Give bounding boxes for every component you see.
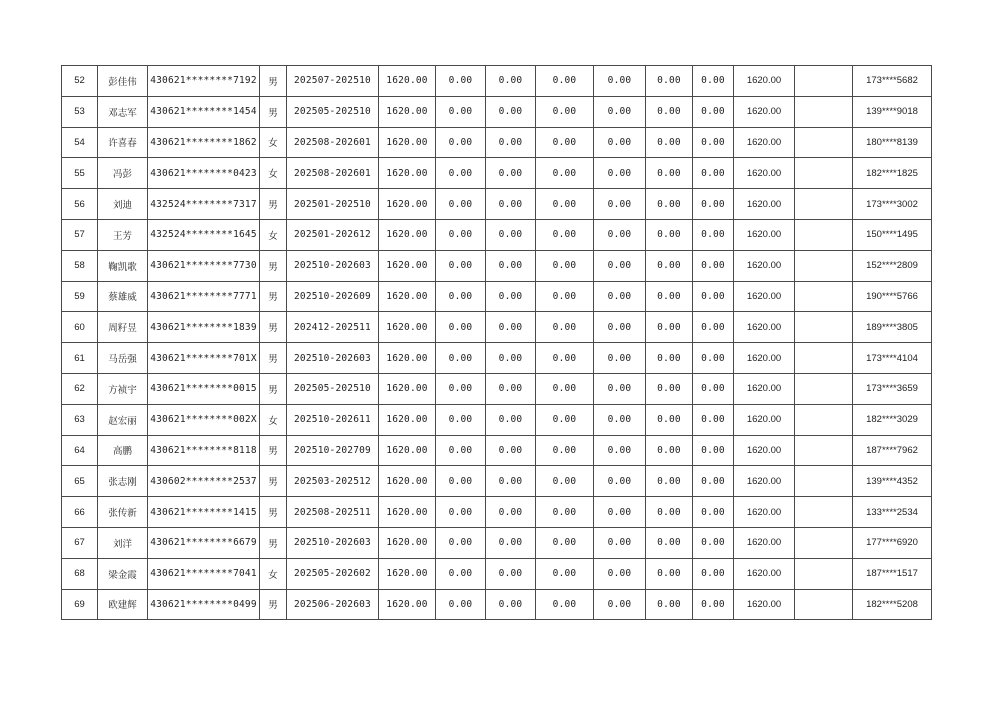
amount-col-1: 0.00 [436, 281, 486, 312]
amount-col-4: 0.00 [594, 189, 646, 220]
subsidy-amount: 1620.00 [379, 435, 436, 466]
subsidy-period: 202510-202603 [287, 343, 379, 374]
subsidy-period: 202412-202511 [287, 312, 379, 343]
id-number: 430621********002X [148, 404, 260, 435]
row-index: 52 [62, 66, 98, 97]
gender: 男 [260, 96, 287, 127]
row-index: 56 [62, 189, 98, 220]
phone-number: 150****1495 [853, 219, 932, 250]
subsidy-amount: 1620.00 [379, 373, 436, 404]
amount-col-6: 0.00 [693, 373, 734, 404]
amount-col-2: 0.00 [486, 250, 536, 281]
phone-number: 139****4352 [853, 466, 932, 497]
total-amount: 1620.00 [734, 250, 795, 281]
amount-col-2: 0.00 [486, 96, 536, 127]
amount-col-5: 0.00 [646, 219, 693, 250]
amount-col-5: 0.00 [646, 497, 693, 528]
amount-col-1: 0.00 [436, 404, 486, 435]
amount-col-1: 0.00 [436, 466, 486, 497]
gender: 男 [260, 373, 287, 404]
amount-col-1: 0.00 [436, 527, 486, 558]
total-amount: 1620.00 [734, 96, 795, 127]
amount-col-6: 0.00 [693, 527, 734, 558]
amount-col-1: 0.00 [436, 435, 486, 466]
phone-number: 152****2809 [853, 250, 932, 281]
subsidy-amount: 1620.00 [379, 127, 436, 158]
amount-col-5: 0.00 [646, 558, 693, 589]
amount-col-4: 0.00 [594, 343, 646, 374]
id-number: 430621********701X [148, 343, 260, 374]
amount-col-1: 0.00 [436, 127, 486, 158]
amount-col-3: 0.00 [536, 497, 594, 528]
id-number: 432524********7317 [148, 189, 260, 220]
person-name: 邓志军 [98, 96, 148, 127]
id-number: 430621********1415 [148, 497, 260, 528]
id-number: 430602********2537 [148, 466, 260, 497]
amount-col-4: 0.00 [594, 312, 646, 343]
table-row [62, 127, 932, 158]
amount-col-3: 0.00 [536, 219, 594, 250]
amount-col-6: 0.00 [693, 250, 734, 281]
total-amount: 1620.00 [734, 527, 795, 558]
subsidy-amount: 1620.00 [379, 558, 436, 589]
subsidy-amount: 1620.00 [379, 281, 436, 312]
subsidy-roster-table [61, 65, 932, 620]
id-number: 430621********1862 [148, 127, 260, 158]
person-name: 梁金霞 [98, 558, 148, 589]
note-cell [795, 66, 853, 97]
amount-col-4: 0.00 [594, 127, 646, 158]
amount-col-2: 0.00 [486, 466, 536, 497]
phone-number: 190****5766 [853, 281, 932, 312]
amount-col-2: 0.00 [486, 497, 536, 528]
amount-col-4: 0.00 [594, 466, 646, 497]
phone-number: 187****7962 [853, 435, 932, 466]
amount-col-6: 0.00 [693, 466, 734, 497]
id-number: 432524********1645 [148, 219, 260, 250]
amount-col-6: 0.00 [693, 343, 734, 374]
amount-col-1: 0.00 [436, 158, 486, 189]
gender: 男 [260, 527, 287, 558]
amount-col-4: 0.00 [594, 158, 646, 189]
table-row [62, 281, 932, 312]
amount-col-3: 0.00 [536, 527, 594, 558]
table-row [62, 96, 932, 127]
subsidy-amount: 1620.00 [379, 497, 436, 528]
subsidy-period: 202510-202709 [287, 435, 379, 466]
person-name: 冯彭 [98, 158, 148, 189]
gender: 男 [260, 497, 287, 528]
amount-col-4: 0.00 [594, 404, 646, 435]
amount-col-3: 0.00 [536, 158, 594, 189]
table-row [62, 189, 932, 220]
amount-col-4: 0.00 [594, 281, 646, 312]
amount-col-3: 0.00 [536, 435, 594, 466]
table-row [62, 66, 932, 97]
amount-col-1: 0.00 [436, 96, 486, 127]
subsidy-amount: 1620.00 [379, 312, 436, 343]
phone-number: 187****1517 [853, 558, 932, 589]
amount-col-2: 0.00 [486, 343, 536, 374]
subsidy-amount: 1620.00 [379, 527, 436, 558]
subsidy-period: 202507-202510 [287, 66, 379, 97]
gender: 男 [260, 281, 287, 312]
gender: 女 [260, 219, 287, 250]
subsidy-period: 202505-202510 [287, 373, 379, 404]
amount-col-1: 0.00 [436, 589, 486, 620]
amount-col-3: 0.00 [536, 466, 594, 497]
amount-col-2: 0.00 [486, 312, 536, 343]
total-amount: 1620.00 [734, 435, 795, 466]
table-row [62, 404, 932, 435]
total-amount: 1620.00 [734, 589, 795, 620]
id-number: 430621********1839 [148, 312, 260, 343]
amount-col-2: 0.00 [486, 589, 536, 620]
amount-col-2: 0.00 [486, 66, 536, 97]
phone-number: 173****4104 [853, 343, 932, 374]
phone-number: 173****3002 [853, 189, 932, 220]
gender: 男 [260, 66, 287, 97]
amount-col-5: 0.00 [646, 312, 693, 343]
id-number: 430621********7730 [148, 250, 260, 281]
note-cell [795, 127, 853, 158]
amount-col-6: 0.00 [693, 189, 734, 220]
amount-col-3: 0.00 [536, 250, 594, 281]
note-cell [795, 250, 853, 281]
amount-col-6: 0.00 [693, 96, 734, 127]
amount-col-4: 0.00 [594, 66, 646, 97]
table-row [62, 250, 932, 281]
gender: 男 [260, 312, 287, 343]
gender: 男 [260, 343, 287, 374]
amount-col-5: 0.00 [646, 158, 693, 189]
note-cell [795, 589, 853, 620]
subsidy-amount: 1620.00 [379, 589, 436, 620]
row-index: 67 [62, 527, 98, 558]
subsidy-period: 202510-202603 [287, 527, 379, 558]
note-cell [795, 158, 853, 189]
person-name: 高鹏 [98, 435, 148, 466]
person-name: 蔡雄威 [98, 281, 148, 312]
amount-col-4: 0.00 [594, 373, 646, 404]
id-number: 430621********0499 [148, 589, 260, 620]
total-amount: 1620.00 [734, 373, 795, 404]
subsidy-period: 202508-202601 [287, 158, 379, 189]
subsidy-period: 202508-202511 [287, 497, 379, 528]
row-index: 61 [62, 343, 98, 374]
row-index: 55 [62, 158, 98, 189]
amount-col-6: 0.00 [693, 219, 734, 250]
gender: 女 [260, 404, 287, 435]
amount-col-4: 0.00 [594, 497, 646, 528]
amount-col-3: 0.00 [536, 96, 594, 127]
phone-number: 182****3029 [853, 404, 932, 435]
id-number: 430621********7192 [148, 66, 260, 97]
subsidy-period: 202510-202611 [287, 404, 379, 435]
total-amount: 1620.00 [734, 189, 795, 220]
amount-col-4: 0.00 [594, 250, 646, 281]
subsidy-amount: 1620.00 [379, 219, 436, 250]
note-cell [795, 466, 853, 497]
table-row [62, 527, 932, 558]
amount-col-1: 0.00 [436, 312, 486, 343]
amount-col-2: 0.00 [486, 281, 536, 312]
note-cell [795, 312, 853, 343]
amount-col-1: 0.00 [436, 373, 486, 404]
subsidy-amount: 1620.00 [379, 466, 436, 497]
person-name: 彭佳伟 [98, 66, 148, 97]
person-name: 赵宏丽 [98, 404, 148, 435]
total-amount: 1620.00 [734, 404, 795, 435]
gender: 女 [260, 127, 287, 158]
amount-col-3: 0.00 [536, 558, 594, 589]
subsidy-period: 202508-202601 [287, 127, 379, 158]
gender: 男 [260, 189, 287, 220]
note-cell [795, 281, 853, 312]
amount-col-4: 0.00 [594, 435, 646, 466]
row-index: 58 [62, 250, 98, 281]
subsidy-period: 202503-202512 [287, 466, 379, 497]
person-name: 马岳强 [98, 343, 148, 374]
total-amount: 1620.00 [734, 343, 795, 374]
amount-col-1: 0.00 [436, 66, 486, 97]
subsidy-period: 202505-202510 [287, 96, 379, 127]
note-cell [795, 219, 853, 250]
phone-number: 180****8139 [853, 127, 932, 158]
phone-number: 133****2534 [853, 497, 932, 528]
subsidy-amount: 1620.00 [379, 250, 436, 281]
person-name: 方祯宇 [98, 373, 148, 404]
row-index: 60 [62, 312, 98, 343]
table-row [62, 312, 932, 343]
amount-col-1: 0.00 [436, 189, 486, 220]
note-cell [795, 404, 853, 435]
amount-col-5: 0.00 [646, 527, 693, 558]
phone-number: 182****1825 [853, 158, 932, 189]
amount-col-5: 0.00 [646, 127, 693, 158]
row-index: 68 [62, 558, 98, 589]
subsidy-amount: 1620.00 [379, 96, 436, 127]
amount-col-2: 0.00 [486, 219, 536, 250]
table-row [62, 373, 932, 404]
amount-col-3: 0.00 [536, 589, 594, 620]
subsidy-period: 202510-202603 [287, 250, 379, 281]
subsidy-period: 202501-202612 [287, 219, 379, 250]
total-amount: 1620.00 [734, 127, 795, 158]
table-row [62, 343, 932, 374]
row-index: 66 [62, 497, 98, 528]
amount-col-5: 0.00 [646, 373, 693, 404]
person-name: 许喜春 [98, 127, 148, 158]
row-index: 63 [62, 404, 98, 435]
note-cell [795, 558, 853, 589]
gender: 女 [260, 158, 287, 189]
row-index: 69 [62, 589, 98, 620]
amount-col-6: 0.00 [693, 281, 734, 312]
amount-col-5: 0.00 [646, 343, 693, 374]
amount-col-4: 0.00 [594, 558, 646, 589]
phone-number: 177****6920 [853, 527, 932, 558]
row-index: 64 [62, 435, 98, 466]
phone-number: 182****5208 [853, 589, 932, 620]
amount-col-6: 0.00 [693, 558, 734, 589]
subsidy-period: 202510-202609 [287, 281, 379, 312]
subsidy-amount: 1620.00 [379, 404, 436, 435]
amount-col-5: 0.00 [646, 281, 693, 312]
gender: 男 [260, 435, 287, 466]
gender: 男 [260, 250, 287, 281]
amount-col-5: 0.00 [646, 589, 693, 620]
note-cell [795, 373, 853, 404]
amount-col-4: 0.00 [594, 589, 646, 620]
gender: 男 [260, 589, 287, 620]
amount-col-3: 0.00 [536, 66, 594, 97]
table-row [62, 558, 932, 589]
amount-col-3: 0.00 [536, 373, 594, 404]
id-number: 430621********7041 [148, 558, 260, 589]
id-number: 430621********0423 [148, 158, 260, 189]
amount-col-6: 0.00 [693, 127, 734, 158]
amount-col-6: 0.00 [693, 589, 734, 620]
amount-col-6: 0.00 [693, 435, 734, 466]
subsidy-amount: 1620.00 [379, 66, 436, 97]
person-name: 周籽昱 [98, 312, 148, 343]
person-name: 刘迪 [98, 189, 148, 220]
table-row [62, 497, 932, 528]
amount-col-6: 0.00 [693, 497, 734, 528]
subsidy-period: 202505-202602 [287, 558, 379, 589]
amount-col-6: 0.00 [693, 66, 734, 97]
id-number: 430621********1454 [148, 96, 260, 127]
amount-col-5: 0.00 [646, 96, 693, 127]
subsidy-amount: 1620.00 [379, 343, 436, 374]
amount-col-6: 0.00 [693, 312, 734, 343]
note-cell [795, 189, 853, 220]
note-cell [795, 497, 853, 528]
amount-col-5: 0.00 [646, 250, 693, 281]
amount-col-1: 0.00 [436, 343, 486, 374]
amount-col-3: 0.00 [536, 312, 594, 343]
roster-body [62, 66, 932, 620]
person-name: 刘洋 [98, 527, 148, 558]
table-row [62, 158, 932, 189]
phone-number: 189****3805 [853, 312, 932, 343]
amount-col-6: 0.00 [693, 404, 734, 435]
row-index: 54 [62, 127, 98, 158]
amount-col-3: 0.00 [536, 189, 594, 220]
amount-col-5: 0.00 [646, 466, 693, 497]
person-name: 欧建辉 [98, 589, 148, 620]
subsidy-period: 202506-202603 [287, 589, 379, 620]
amount-col-2: 0.00 [486, 435, 536, 466]
phone-number: 173****5682 [853, 66, 932, 97]
id-number: 430621********0015 [148, 373, 260, 404]
note-cell [795, 435, 853, 466]
amount-col-5: 0.00 [646, 66, 693, 97]
amount-col-3: 0.00 [536, 343, 594, 374]
amount-col-1: 0.00 [436, 219, 486, 250]
amount-col-2: 0.00 [486, 127, 536, 158]
total-amount: 1620.00 [734, 558, 795, 589]
amount-col-2: 0.00 [486, 373, 536, 404]
total-amount: 1620.00 [734, 312, 795, 343]
note-cell [795, 527, 853, 558]
table-row [62, 589, 932, 620]
person-name: 张传新 [98, 497, 148, 528]
row-index: 57 [62, 219, 98, 250]
table-row [62, 435, 932, 466]
gender: 男 [260, 466, 287, 497]
id-number: 430621********8118 [148, 435, 260, 466]
amount-col-2: 0.00 [486, 558, 536, 589]
amount-col-1: 0.00 [436, 497, 486, 528]
amount-col-5: 0.00 [646, 189, 693, 220]
amount-col-2: 0.00 [486, 158, 536, 189]
row-index: 59 [62, 281, 98, 312]
amount-col-2: 0.00 [486, 527, 536, 558]
phone-number: 139****9018 [853, 96, 932, 127]
total-amount: 1620.00 [734, 158, 795, 189]
table-row [62, 466, 932, 497]
amount-col-4: 0.00 [594, 527, 646, 558]
person-name: 张志刚 [98, 466, 148, 497]
id-number: 430621********7771 [148, 281, 260, 312]
table-row [62, 219, 932, 250]
gender: 女 [260, 558, 287, 589]
row-index: 62 [62, 373, 98, 404]
amount-col-6: 0.00 [693, 158, 734, 189]
amount-col-3: 0.00 [536, 127, 594, 158]
total-amount: 1620.00 [734, 66, 795, 97]
amount-col-4: 0.00 [594, 96, 646, 127]
person-name: 鞠凯歌 [98, 250, 148, 281]
total-amount: 1620.00 [734, 281, 795, 312]
id-number: 430621********6679 [148, 527, 260, 558]
row-index: 53 [62, 96, 98, 127]
subsidy-period: 202501-202510 [287, 189, 379, 220]
subsidy-amount: 1620.00 [379, 158, 436, 189]
total-amount: 1620.00 [734, 466, 795, 497]
amount-col-5: 0.00 [646, 435, 693, 466]
amount-col-2: 0.00 [486, 189, 536, 220]
person-name: 王芳 [98, 219, 148, 250]
subsidy-amount: 1620.00 [379, 189, 436, 220]
phone-number: 173****3659 [853, 373, 932, 404]
amount-col-5: 0.00 [646, 404, 693, 435]
total-amount: 1620.00 [734, 497, 795, 528]
row-index: 65 [62, 466, 98, 497]
note-cell [795, 96, 853, 127]
amount-col-1: 0.00 [436, 558, 486, 589]
note-cell [795, 343, 853, 374]
total-amount: 1620.00 [734, 219, 795, 250]
amount-col-1: 0.00 [436, 250, 486, 281]
amount-col-4: 0.00 [594, 219, 646, 250]
amount-col-3: 0.00 [536, 404, 594, 435]
amount-col-2: 0.00 [486, 404, 536, 435]
amount-col-3: 0.00 [536, 281, 594, 312]
